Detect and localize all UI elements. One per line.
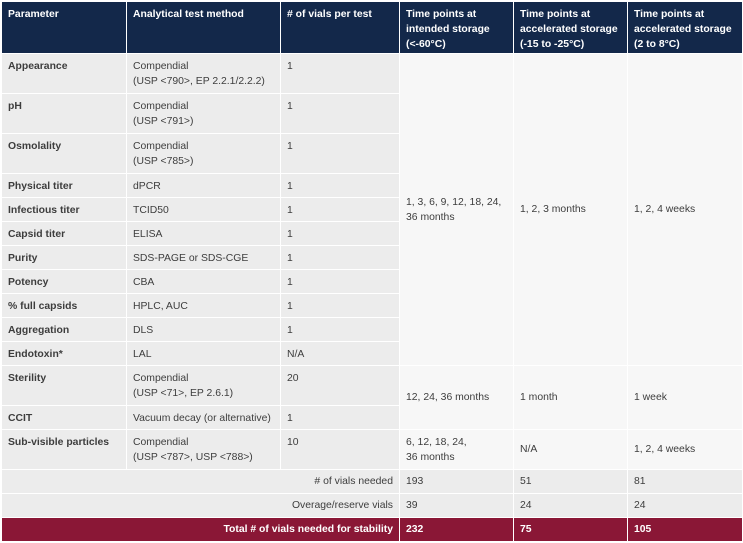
- method-cell: ELISA: [127, 222, 281, 246]
- method-cell: DLS: [127, 318, 281, 342]
- method-cell: Compendial (USP <71>, EP 2.6.1): [127, 366, 281, 406]
- param-cell: Purity: [2, 246, 127, 270]
- vials-cell: 1: [281, 294, 400, 318]
- header-refrigerated: Time points at accelerated storage (2 to 8°C): [628, 2, 743, 54]
- header-vials: # of vials per test: [281, 2, 400, 54]
- summary-value: 24: [628, 494, 743, 518]
- vials-cell: 1: [281, 94, 400, 134]
- group-a-intended: 1, 3, 6, 9, 12, 18, 24, 36 months: [400, 54, 514, 366]
- param-cell: pH: [2, 94, 127, 134]
- vials-cell: 1: [281, 174, 400, 198]
- total-value: 75: [514, 518, 628, 542]
- summary-value: 24: [514, 494, 628, 518]
- param-cell: Endotoxin*: [2, 342, 127, 366]
- summary-value: 39: [400, 494, 514, 518]
- summary-value: 51: [514, 470, 628, 494]
- method-cell: Compendial (USP <790>, EP 2.2.1/2.2.2): [127, 54, 281, 94]
- vials-cell: N/A: [281, 342, 400, 366]
- method-cell: Compendial (USP <787>, USP <788>): [127, 430, 281, 470]
- group-a-accelerated: 1, 2, 3 months: [514, 54, 628, 366]
- summary-label: Overage/reserve vials: [2, 494, 400, 518]
- method-cell: Vacuum decay (or alternative): [127, 406, 281, 430]
- param-cell: Sub-visible particles: [2, 430, 127, 470]
- method-cell: dPCR: [127, 174, 281, 198]
- param-cell: Osmolality: [2, 134, 127, 174]
- param-cell: Aggregation: [2, 318, 127, 342]
- method-cell: Compendial (USP <785>): [127, 134, 281, 174]
- param-cell: % full capsids: [2, 294, 127, 318]
- vials-cell: 20: [281, 366, 400, 406]
- param-cell: CCIT: [2, 406, 127, 430]
- group-c-refrigerated: 1, 2, 4 weeks: [628, 430, 743, 470]
- param-cell: Appearance: [2, 54, 127, 94]
- method-cell: TCID50: [127, 198, 281, 222]
- group-b-refrigerated: 1 week: [628, 366, 743, 430]
- header-accelerated: Time points at accelerated storage (-15 to -25°C): [514, 2, 628, 54]
- total-label: Total # of vials needed for stability: [2, 518, 400, 542]
- group-a-refrigerated: 1, 2, 4 weeks: [628, 54, 743, 366]
- method-cell: SDS-PAGE or SDS-CGE: [127, 246, 281, 270]
- group-b-intended: 12, 24, 36 months: [400, 366, 514, 430]
- summary-value: 193: [400, 470, 514, 494]
- vials-cell: 1: [281, 54, 400, 94]
- param-cell: Sterility: [2, 366, 127, 406]
- header-row: [2, 2, 743, 54]
- summary-value: 81: [628, 470, 743, 494]
- header-intended: Time points at intended storage (<-60°C): [400, 2, 514, 54]
- summary-row-needed: [2, 470, 743, 494]
- header-method: Analytical test method: [127, 2, 281, 54]
- summary-label: # of vials needed: [2, 470, 400, 494]
- method-cell: CBA: [127, 270, 281, 294]
- summary-row-overage: [2, 494, 743, 518]
- vials-cell: 1: [281, 318, 400, 342]
- group-b-accelerated: 1 month: [514, 366, 628, 430]
- vials-cell: 1: [281, 134, 400, 174]
- vials-cell: 1: [281, 222, 400, 246]
- group-c-intended: 6, 12, 18, 24, 36 months: [400, 430, 514, 470]
- total-value: 232: [400, 518, 514, 542]
- total-row: [2, 518, 743, 542]
- method-cell: HPLC, AUC: [127, 294, 281, 318]
- param-cell: Infectious titer: [2, 198, 127, 222]
- param-cell: Physical titer: [2, 174, 127, 198]
- param-cell: Potency: [2, 270, 127, 294]
- vials-cell: 1: [281, 198, 400, 222]
- param-cell: Capsid titer: [2, 222, 127, 246]
- group-c-accelerated: N/A: [514, 430, 628, 470]
- table-row: [2, 366, 743, 406]
- table-row: [2, 430, 743, 470]
- total-value: 105: [628, 518, 743, 542]
- vials-cell: 1: [281, 270, 400, 294]
- table-row: [2, 54, 743, 94]
- method-cell: Compendial (USP <791>): [127, 94, 281, 134]
- vials-cell: 10: [281, 430, 400, 470]
- method-cell: LAL: [127, 342, 281, 366]
- header-parameter: Parameter: [2, 2, 127, 54]
- vials-cell: 1: [281, 246, 400, 270]
- vials-cell: 1: [281, 406, 400, 430]
- stability-table: [1, 1, 743, 542]
